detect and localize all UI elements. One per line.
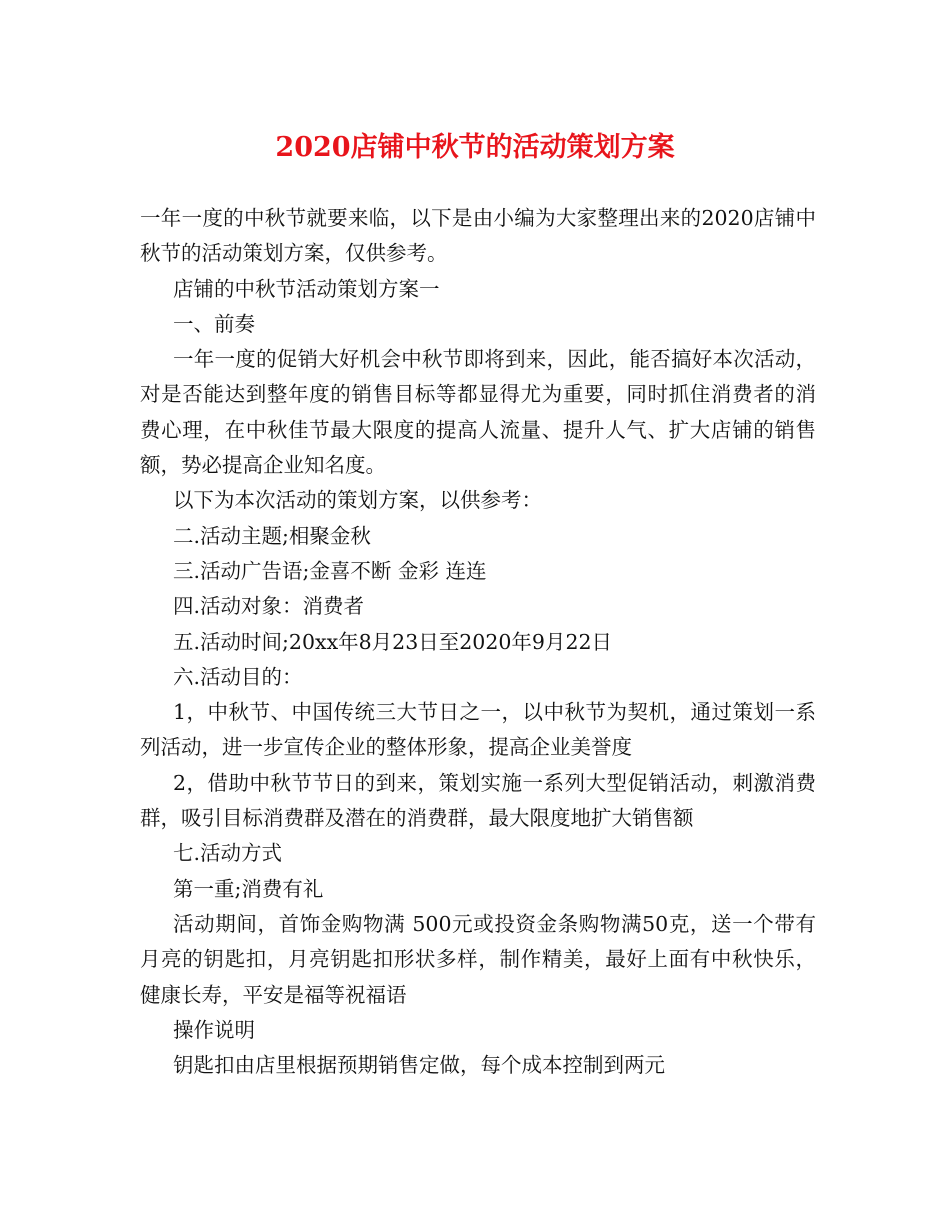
paragraph-intro: 一年一度的中秋节就要来临，以下是由小编为大家整理出来的2020店铺中秋节的活动策划方案，仅供参考。: [140, 206, 816, 266]
paragraph-section-4: 四.活动对象：消费者: [173, 594, 365, 619]
paragraph-purpose-2: 2，借助中秋节节日的到来，策划实施一系列大型促销活动，刺激消费群，吸引目标消费群及潜在的消费群，最大限度地扩大销售额: [140, 770, 816, 831]
paragraph-operation-detail: 钥匙扣由店里根据预期销售定做，每个成本控制到两元: [173, 1053, 665, 1078]
paragraph-section-3: 三.活动广告语;金喜不断 金彩 连连: [173, 558, 487, 583]
paragraph-activity-detail: 活动期间，首饰金购物满 500元或投资金条购物满50克，送一个带有月亮的钥匙扣，月亮钥匙扣形状多样，制作精美，最好上面有中秋快乐，健康长寿，平安是福等祝福语: [140, 911, 816, 1007]
paragraph-section-1: 一、前奏: [173, 311, 255, 336]
paragraph-section-6: 六.活动目的：: [173, 664, 303, 689]
paragraph-operation-heading: 操作说明: [173, 1017, 255, 1042]
paragraph-plan-heading: 店铺的中秋节活动策划方案一: [173, 276, 440, 301]
document-title: 2020店铺中秋节的活动策划方案: [275, 132, 675, 163]
paragraph-section-7: 七.活动方式: [173, 841, 283, 866]
document-body: [140, 201, 816, 1083]
paragraph-section-2: 二.活动主题;相聚金秋: [173, 523, 371, 548]
paragraph-tier-1: 第一重;消费有礼: [173, 876, 324, 901]
paragraph-purpose-1: 1，中秋节、中国传统三大节日之一，以中秋节为契机，通过策划一系列活动，进一步宣传企业的整体形象，提高企业美誉度: [140, 700, 816, 760]
paragraph-prelude: 一年一度的促销大好机会中秋节即将到来，因此，能否搞好本次活动，对是否能达到整年度的销售目标等都显得尤为重要，同时抓住消费者的消费心理，在中秋佳节最大限度的提高人流量、提升人气、扩大店铺的销售额，势必提高企业知名度。: [140, 347, 816, 478]
paragraph-reference: 以下为本次活动的策划方案，以供参考：: [173, 488, 542, 513]
paragraph-section-5: 五.活动时间;20xx年8月23日至2020年9月22日: [173, 629, 613, 654]
